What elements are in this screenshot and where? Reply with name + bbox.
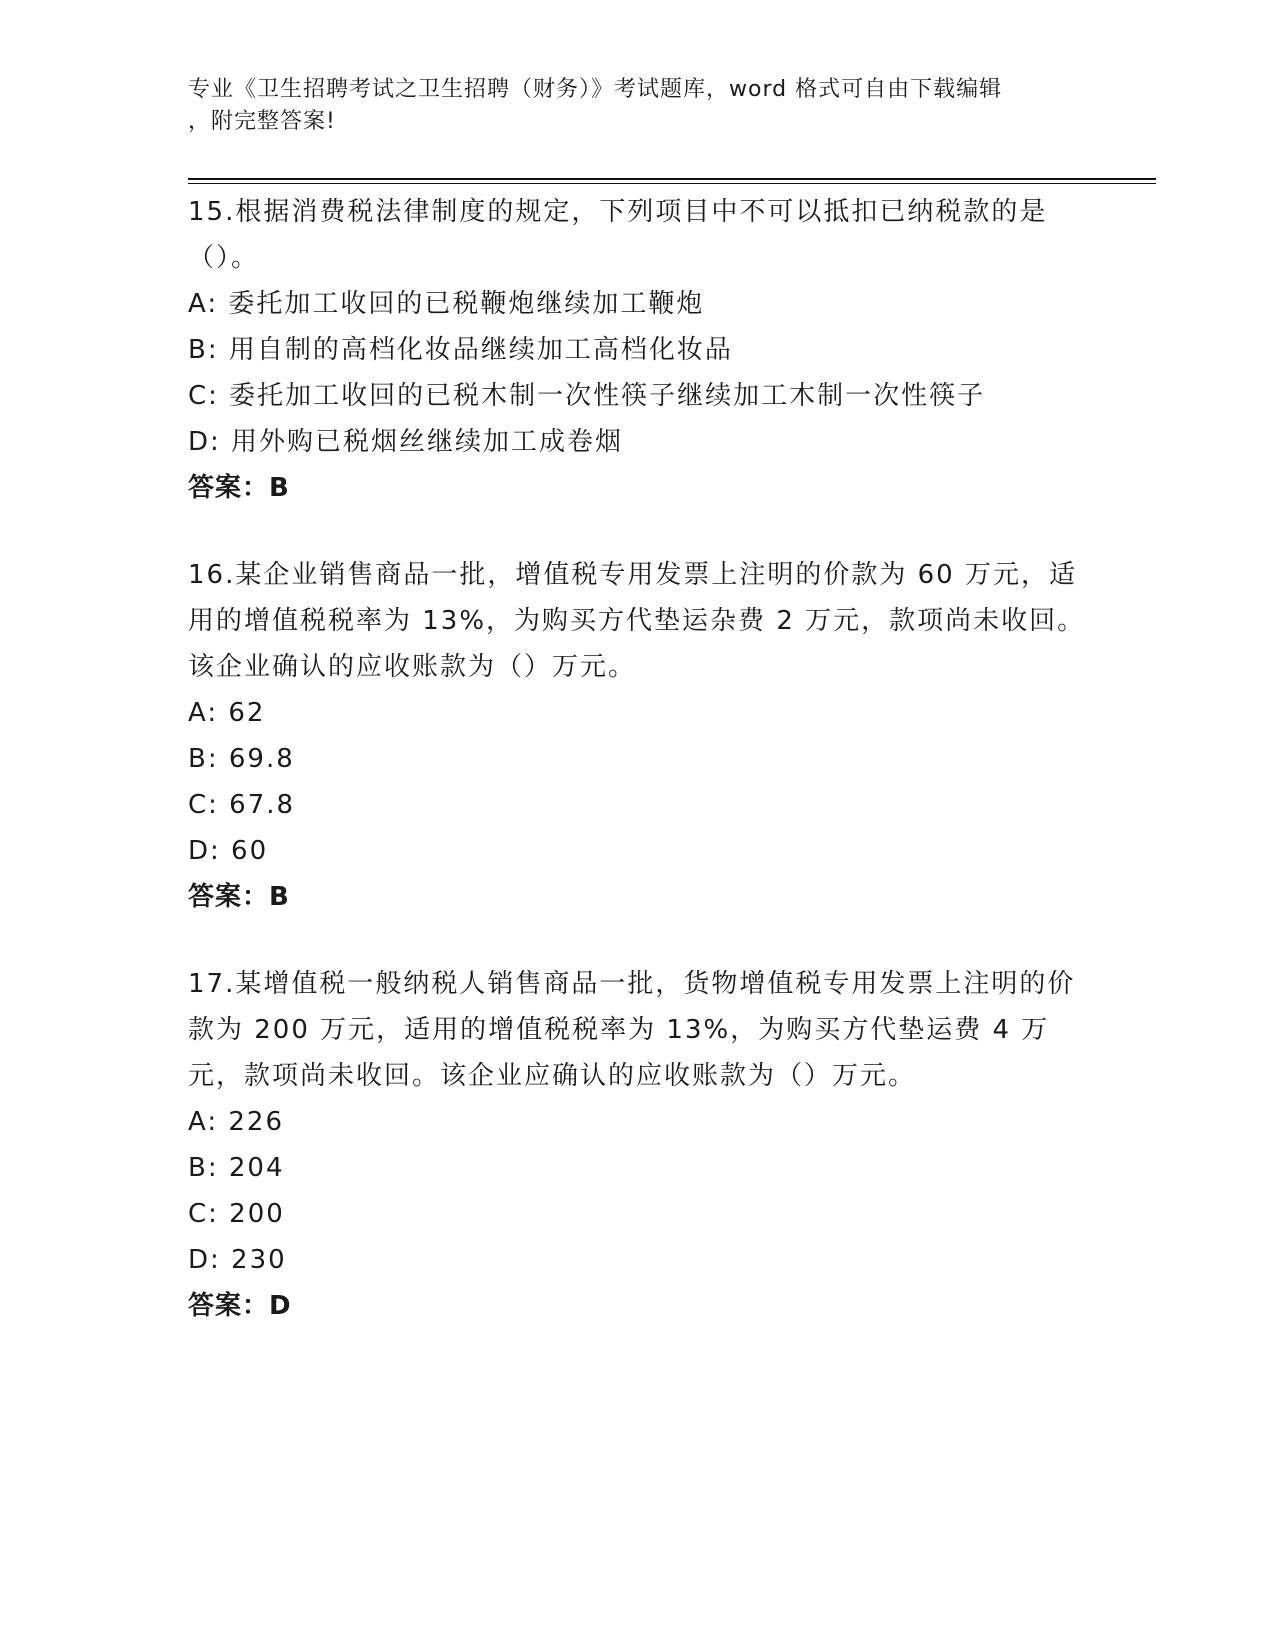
option-a: A: 委托加工收回的已税鞭炮继续加工鞭炮 — [188, 289, 705, 319]
option-b: B: 69.8 — [188, 744, 295, 774]
option-list — [188, 281, 1088, 465]
option-d: D: 230 — [188, 1245, 287, 1275]
option-c: C: 67.8 — [188, 790, 296, 820]
header-divider-thin — [188, 183, 1156, 184]
answer-line: 答案：D — [188, 1291, 292, 1321]
option-list — [188, 1099, 1088, 1283]
option-a: A: 226 — [188, 1107, 284, 1137]
option-b: B: 204 — [188, 1153, 285, 1183]
option-d: D: 用外购已税烟丝继续加工成卷烟 — [188, 427, 624, 457]
option-b: B: 用自制的高档化妆品继续加工高档化妆品 — [188, 335, 733, 365]
question-17 — [188, 961, 1088, 1329]
question-text: 16.某企业销售商品一批，增值税专用发票上注明的价款为 60 万元，适用的增值税税率为 13%，为购买方代垫运杂费 2 万元，款项尚未收回。该企业确认的应收账款为（）万元。 — [188, 560, 1086, 682]
question-text: 17.某增值税一般纳税人销售商品一批，货物增值税专用发票上注明的价款为 200 万元，适用的增值税税率为 13%，为购买方代垫运费 4 万元，款项尚未收回。该企业应确认的应收账款为（）万元。 — [188, 969, 1076, 1091]
question-text: 15.根据消费税法律制度的规定，下列项目中不可以抵扣已纳税款的是（）。 — [188, 197, 1048, 273]
document-header — [188, 74, 1088, 138]
option-a: A: 62 — [188, 698, 266, 728]
option-list — [188, 690, 1088, 874]
header-divider-thick — [188, 178, 1156, 180]
answer-line: 答案：B — [188, 473, 290, 503]
option-d: D: 60 — [188, 836, 269, 866]
option-c: C: 委托加工收回的已税木制一次性筷子继续加工木制一次性筷子 — [188, 381, 986, 411]
answer-line: 答案：B — [188, 882, 290, 912]
option-c: C: 200 — [188, 1199, 285, 1229]
header-line-2: ，附完整答案! — [188, 109, 336, 134]
question-16 — [188, 552, 1088, 920]
header-line-1: 专业《卫生招聘考试之卫生招聘（财务）》考试题库，word 格式可自由下载编辑 — [188, 77, 1003, 102]
question-15 — [188, 189, 1088, 511]
